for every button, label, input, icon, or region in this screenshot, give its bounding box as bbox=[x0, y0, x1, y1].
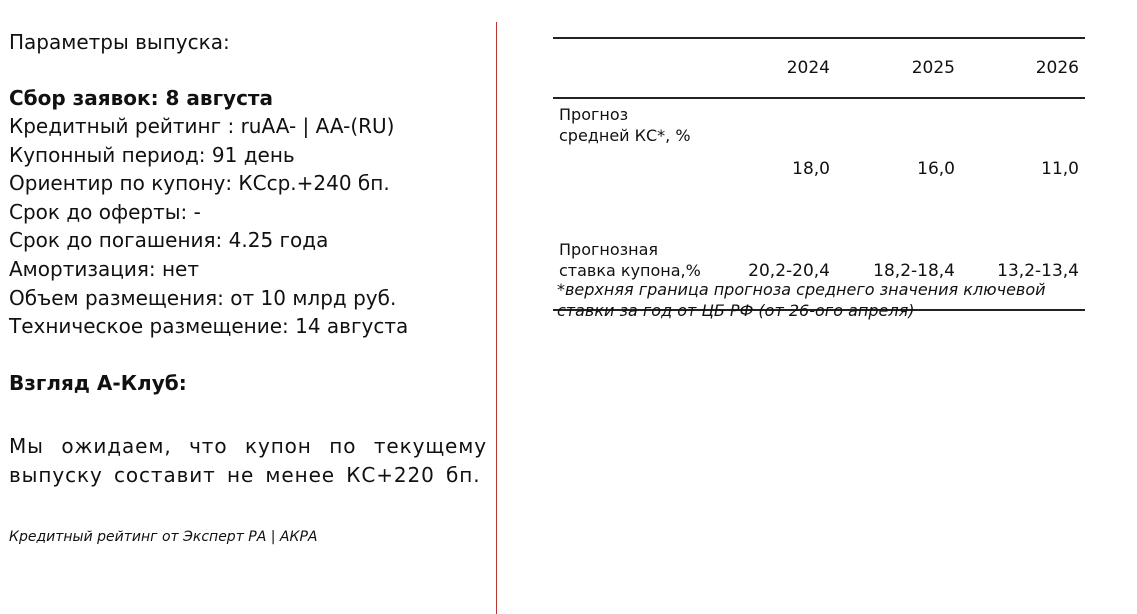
year-header-2025: 2025 bbox=[911, 58, 955, 78]
params-heading: Параметры выпуска: bbox=[9, 30, 230, 54]
table-cell: 16,0 bbox=[917, 159, 955, 179]
param-coupon-guidance: Ориентир по купону: КСср.+240 бп. bbox=[9, 171, 390, 196]
table-cell: 11,0 bbox=[1041, 159, 1079, 179]
param-amortization: Амортизация: нет bbox=[9, 256, 200, 281]
opinion-text: Мы ожидаем, что купон по текущему выпуску составит не менее КС+220 бп. bbox=[9, 433, 487, 487]
rating-source-note: Кредитный рейтинг от Эксперт РА | АКРА bbox=[9, 528, 318, 545]
row-label-key-rate bbox=[553, 98, 729, 209]
table-cell: 20,2-20,4 bbox=[748, 261, 830, 281]
row-label-line: ставка купона,% bbox=[559, 261, 701, 280]
param-offer-term: Срок до оферты: - bbox=[9, 199, 201, 224]
param-technical-placement: Техническое размещение: 14 августа bbox=[9, 314, 409, 339]
issue-parameters-panel bbox=[9, 28, 487, 546]
param-maturity: Срок до погашения: 4.25 года bbox=[9, 228, 329, 253]
forecast-table bbox=[553, 37, 1085, 311]
booking-date: Сбор заявок: 8 августа bbox=[9, 86, 274, 110]
header-empty-cell bbox=[553, 38, 729, 98]
year-header-2024: 2024 bbox=[786, 58, 830, 78]
param-placement-volume: Объем размещения: от 10 млрд руб. bbox=[9, 285, 397, 310]
column-divider bbox=[496, 22, 497, 614]
view-heading: Взгляд А-Клуб: bbox=[9, 370, 187, 395]
table-cell: 13,2-13,4 bbox=[997, 261, 1079, 281]
table-cell: 18,2-18,4 bbox=[873, 261, 955, 281]
param-credit-rating: Кредитный рейтинг : ruAA- | AA-(RU) bbox=[9, 114, 395, 138]
table-footnote: *верхняя граница прогноза среднего значения ключевой ставки за год от ЦБ РФ (от 26-ого апреля) bbox=[557, 280, 1046, 320]
row-label-line: Прогнозная bbox=[559, 240, 659, 259]
row-label-line: средней КС*, % bbox=[559, 126, 691, 145]
year-header-2026: 2026 bbox=[1035, 58, 1079, 78]
table-cell: 18,0 bbox=[792, 159, 830, 179]
row-label-line: Прогноз bbox=[559, 105, 629, 124]
table-header-row bbox=[553, 38, 1085, 98]
table-row bbox=[553, 98, 1085, 209]
param-coupon-period: Купонный период: 91 день bbox=[9, 142, 295, 167]
